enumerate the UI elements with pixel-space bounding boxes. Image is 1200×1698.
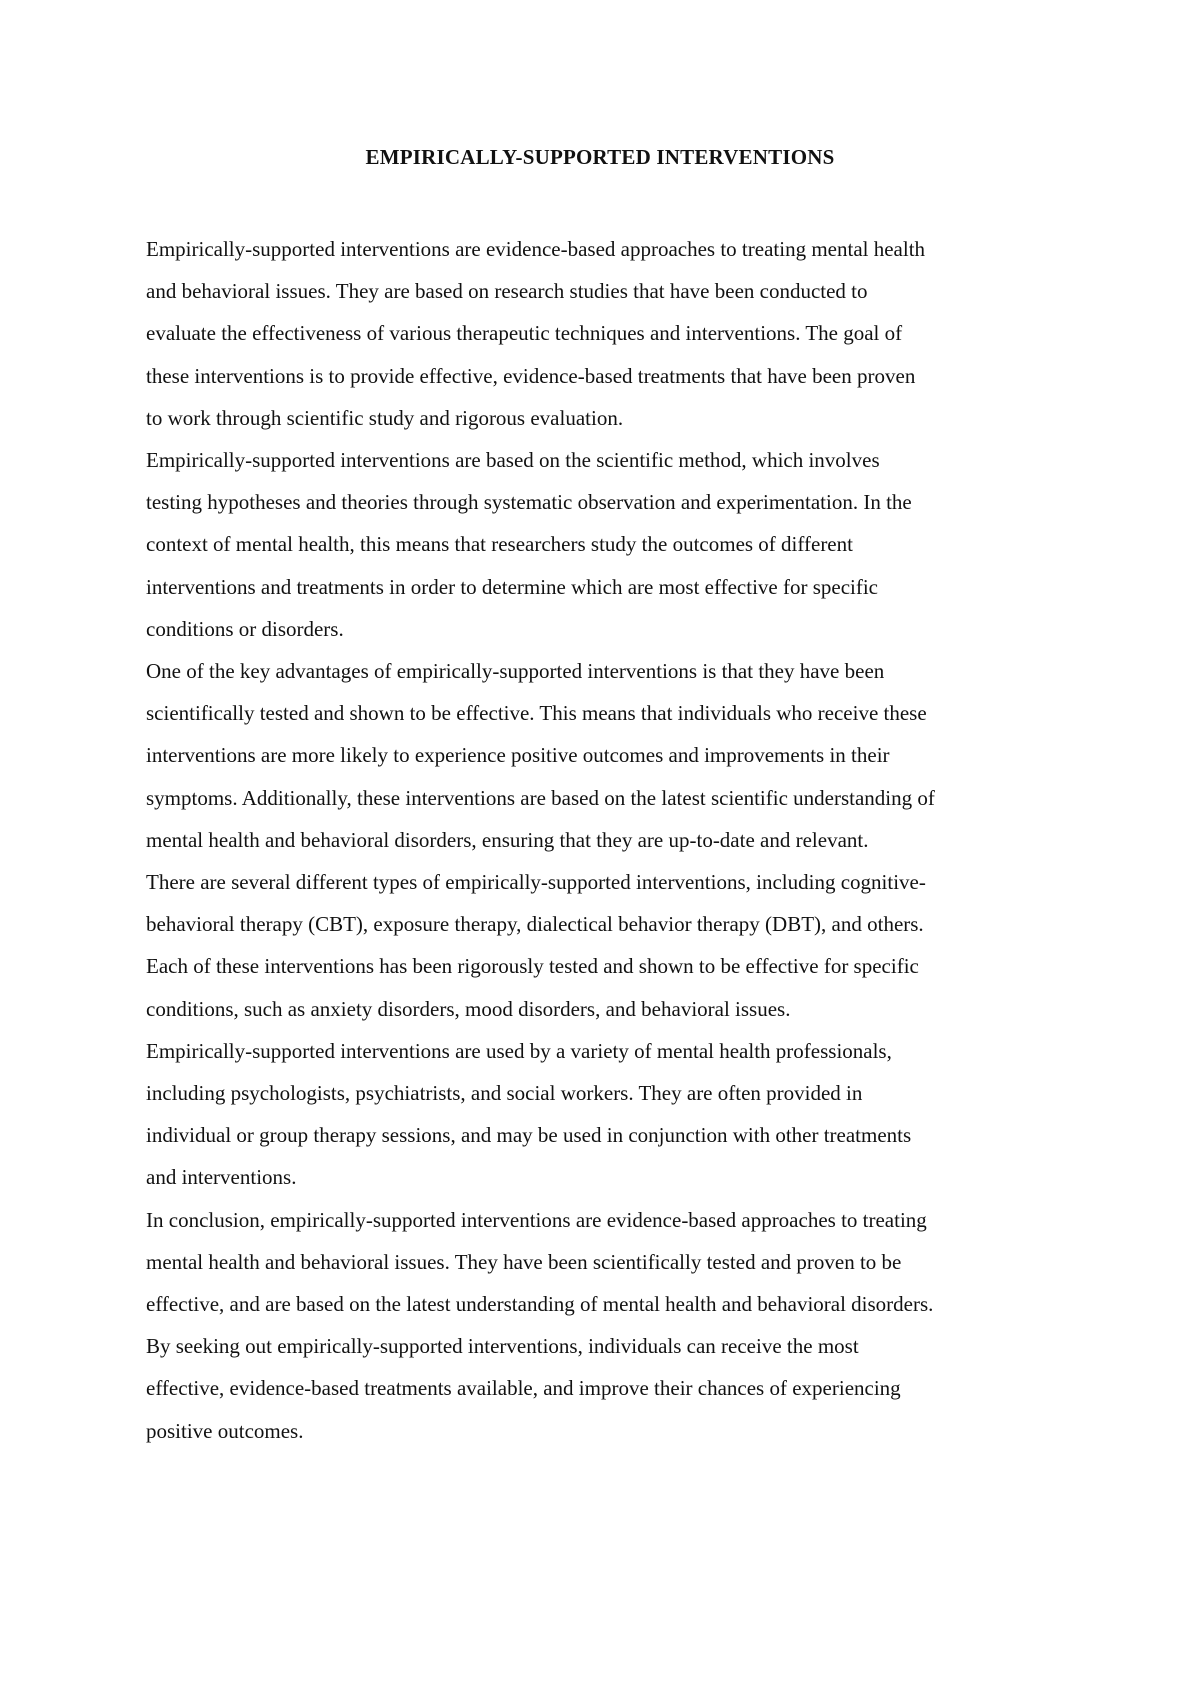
- document-title: EMPIRICALLY-SUPPORTED INTERVENTIONS: [365, 145, 835, 169]
- text-line: symptoms. Additionally, these interventions are based on the latest scientific understanding of: [146, 785, 935, 810]
- text-line: these interventions is to provide effective, evidence-based treatments that have been proven: [146, 363, 916, 388]
- document-body: [146, 228, 1074, 1452]
- text-line: Empirically-supported interventions are evidence-based approaches to treating mental health: [146, 237, 926, 261]
- text-line: conditions or disorders.: [146, 616, 344, 641]
- text-line: By seeking out empirically-supported interventions, individuals can receive the most: [146, 1334, 859, 1359]
- text-line: One of the key advantages of empirically-supported interventions is that they have been: [146, 659, 885, 684]
- paragraph-2: [146, 439, 1074, 650]
- text-line: mental health and behavioral issues. They have been scientifically tested and proven to be: [146, 1249, 902, 1274]
- paragraph-6: [146, 1199, 1074, 1452]
- text-line: positive outcomes.: [146, 1418, 304, 1443]
- text-line: interventions are more likely to experience positive outcomes and improvements in their: [146, 743, 890, 768]
- text-line: and behavioral issues. They are based on research studies that have been conducted to: [146, 279, 868, 304]
- text-line: effective, evidence-based treatments available, and improve their chances of experiencing: [146, 1376, 901, 1401]
- text-line: Each of these interventions has been rigorously tested and shown to be effective for specific: [146, 954, 919, 979]
- text-line: effective, and are based on the latest understanding of mental health and behavioral disorders.: [146, 1292, 934, 1317]
- paragraph-5: [146, 1030, 1074, 1199]
- text-line: scientifically tested and shown to be effective. This means that individuals who receive these: [146, 701, 927, 726]
- paragraph-3: [146, 650, 1074, 861]
- text-line: individual or group therapy sessions, and may be used in conjunction with other treatments: [146, 1123, 912, 1148]
- text-line: behavioral therapy (CBT), exposure therapy, dialectical behavior therapy (DBT), and others.: [146, 912, 924, 937]
- text-line: Empirically-supported interventions are based on the scientific method, which involves: [146, 448, 880, 473]
- paragraph-4: [146, 861, 1074, 1030]
- text-line: including psychologists, psychiatrists, and social workers. They are often provided in: [146, 1081, 863, 1106]
- text-line: interventions and treatments in order to determine which are most effective for specific: [146, 574, 879, 599]
- text-line: Empirically-supported interventions are used by a variety of mental health professionals,: [146, 1038, 892, 1063]
- paragraph-1: [146, 228, 1074, 439]
- text-line: to work through scientific study and rigorous evaluation.: [146, 405, 624, 430]
- text-line: mental health and behavioral disorders, ensuring that they are up-to-date and relevant.: [146, 827, 869, 852]
- text-line: evaluate the effectiveness of various therapeutic techniques and interventions. The goal of: [146, 321, 903, 346]
- text-line: testing hypotheses and theories through systematic observation and experimentation. In the: [146, 490, 912, 515]
- text-line: There are several different types of empirically-supported interventions, including cognitive-: [146, 870, 926, 895]
- text-line: context of mental health, this means that researchers study the outcomes of different: [146, 532, 853, 557]
- text-line: and interventions.: [146, 1165, 297, 1190]
- text-line: conditions, such as anxiety disorders, mood disorders, and behavioral issues.: [146, 996, 791, 1021]
- text-line: In conclusion, empirically-supported interventions are evidence-based approaches to treating: [146, 1207, 927, 1232]
